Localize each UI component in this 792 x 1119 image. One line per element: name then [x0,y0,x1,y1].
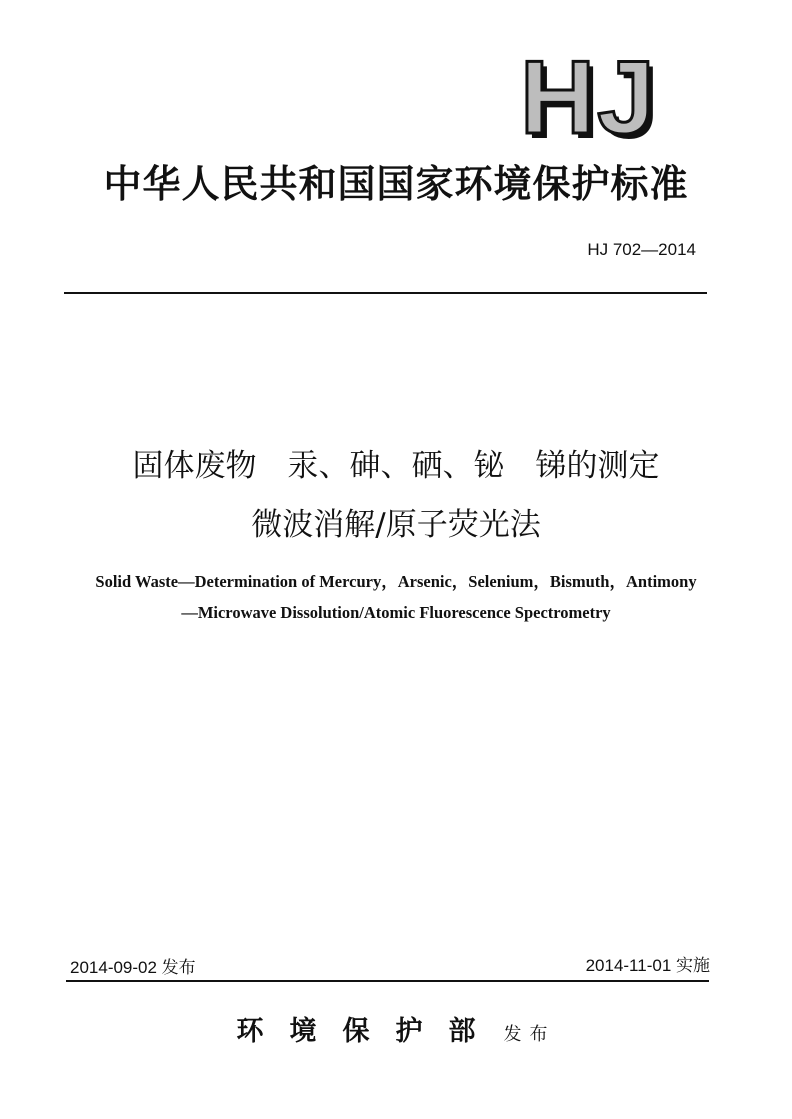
publisher [0,1014,792,1053]
issue-date: 2014-09-02 发布 [70,958,196,977]
hj-logo: HJ [520,40,657,156]
organization-title: 中华人民共和国国家环境保护标准 [103,161,689,206]
standard-code: HJ 702—2014 [587,240,696,259]
title-english-line-2: —Microwave Dissolution/Atomic Fluorescence Spectrometry [181,603,611,622]
top-divider [64,292,707,294]
title-english-line-1: Solid Waste—Determination of Mercury，Arsenic，Selenium，Bismuth，Antimony [95,572,697,591]
publisher-name: 环境保护部 [236,1016,502,1047]
title-chinese-line-1: 固体废物 汞、砷、硒、铋 锑的测定 [132,448,660,484]
bottom-divider [66,980,709,982]
publisher-suffix: 发布 [503,1024,556,1045]
title-chinese-line-2: 微波消解/原子荧光法 [251,507,541,543]
implementation-date: 2014-11-01 实施 [585,956,710,975]
